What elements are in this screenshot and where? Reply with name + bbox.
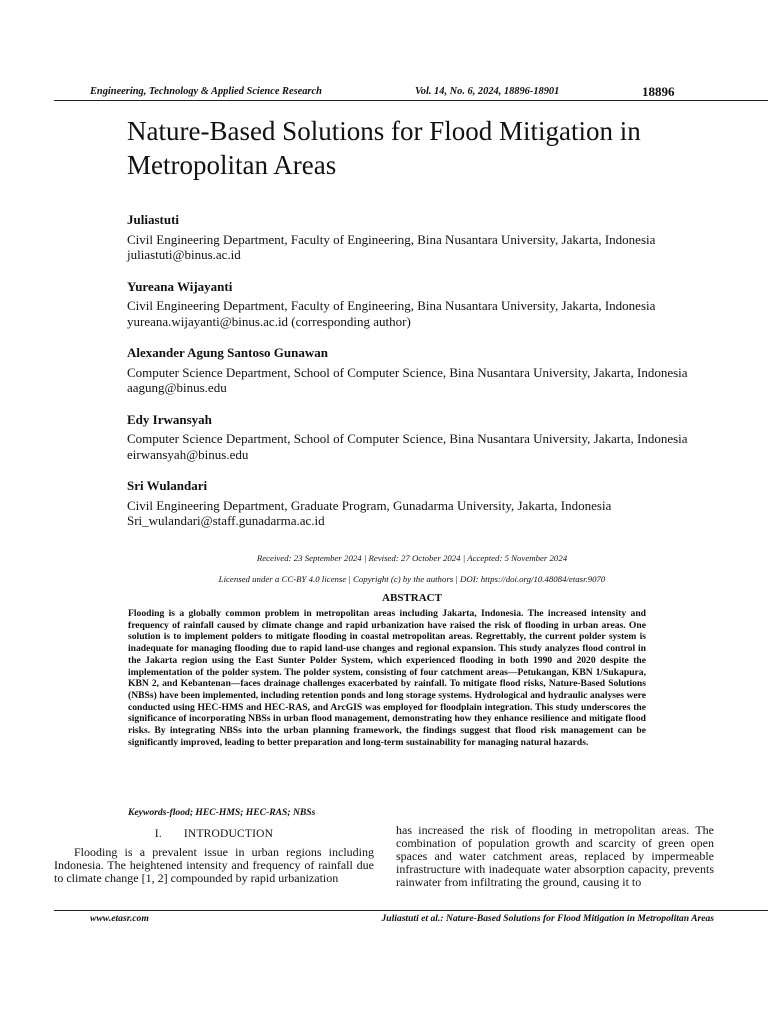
author-name: Juliastuti xyxy=(127,212,180,227)
author-email: Sri_wulandari@staff.gunadarma.ac.id xyxy=(127,513,325,528)
author-affiliation: Computer Science Department, School of Computer Science, Bina Nusantara University, Jakarta, Indonesia xyxy=(127,364,688,380)
author-affiliation: Computer Science Department, School of Computer Science, Bina Nusantara University, Jakarta, Indonesia xyxy=(127,431,688,446)
volume-info: Vol. 14, No. 6, 2024, 18896-18901 xyxy=(415,86,560,97)
author-block xyxy=(127,279,713,330)
footer-rule xyxy=(54,910,768,911)
page-footer xyxy=(90,913,714,927)
author-block xyxy=(127,345,713,396)
author-email: aagung@binus.edu xyxy=(127,380,227,395)
author-name: Edy Irwansyah xyxy=(127,411,212,427)
author-name: Yureana Wijayanti xyxy=(127,278,233,294)
received-dates: Received: 23 September 2024 | Revised: 27 October 2024 | Accepted: 5 November 2024 xyxy=(256,553,568,563)
section-heading xyxy=(54,828,374,840)
right-column xyxy=(396,824,714,889)
section-number: I. xyxy=(154,828,162,840)
page-number: 18896 xyxy=(642,84,675,99)
author-email: eirwansyah@binus.edu xyxy=(127,446,249,462)
journal-website: www.etasr.com xyxy=(90,913,149,924)
keywords: Keywords-flood; HEC-HMS; HEC-RAS; NBSs xyxy=(128,807,316,818)
header-rule xyxy=(54,100,768,101)
running-head xyxy=(90,84,768,100)
author-list xyxy=(127,212,713,545)
running-citation: Juliastuti et al.: Nature-Based Solutions for Flood Mitigation in Metropolitan Areas xyxy=(381,913,714,924)
section-title: INTRODUCTION xyxy=(183,828,274,840)
author-block xyxy=(127,212,713,263)
author-affiliation: Civil Engineering Department, Faculty of Engineering, Bina Nusantara University, Jakarta, Indonesia xyxy=(127,231,656,247)
author-email: yureana.wijayanti@binus.ac.id (corresponding author) xyxy=(127,313,411,329)
author-affiliation: Civil Engineering Department, Faculty of Engineering, Bina Nusantara University, Jakarta, Indonesia xyxy=(127,298,656,313)
body-paragraph: Flooding is a prevalent issue in urban regions including Indonesia. The heightened intensity and frequency of rainfall due to climate change [1, 2] compounded by rapid urbanization xyxy=(54,845,374,885)
author-affiliation: Civil Engineering Department, Graduate Program, Gunadarma University, Jakarta, Indonesia xyxy=(127,497,612,513)
abstract-heading: ABSTRACT xyxy=(382,592,442,604)
paper-title: Nature-Based Solutions for Flood Mitigation in Metropolitan Areas xyxy=(127,116,641,180)
journal-name: Engineering, Technology & Applied Science Research xyxy=(90,86,322,97)
abstract-text: Flooding is a globally common problem in metropolitan areas including Jakarta, Indonesia. The increased intensity and frequency of rainfall caused by climate change and rapid urbanization have raised the risk of flooding in urban areas. One solution is to implement polders to mitigate flooding in coastal metropolitan areas. Regrettably, the current polder system is inadequate for managing flooding due to rapid land-use changes and regional expansion. This study analyzes flood control in the Jakarta region using the East Sunter Polder System, which experienced flooding in both 1990 and 2020 despite the implementation of the polder system. The polder system, consisting of four catchment areas—Petukangan, KBN 1/Sukapura, KBN 2, and Kebantenan—faces drainage challenges exacerbated by rainfall. To mitigate flood risks, Nature-Based Solutions (NBSs) have been implemented, including retention ponds and long storage systems. Hydrological and hydraulic analyses were conducted using HEC-HMS and HEC-RAS, and ArcGIS was employed for floodplain integration. This study underscores the significance of incorporating NBSs in urban flood management, demonstrating how they enhance resilience and mitigate flood risks. By integrating NBSs into the urban planning framework, the findings suggest that flood risk management can be significantly improved, leading to better preparation and long-term sustainability for managing natural hazards. xyxy=(128,608,646,748)
author-name: Sri Wulandari xyxy=(127,478,208,493)
left-column xyxy=(54,828,374,885)
author-block xyxy=(127,478,713,529)
author-name: Alexander Agung Santoso Gunawan xyxy=(127,345,328,360)
author-block xyxy=(127,412,713,463)
license-line: Licensed under a CC-BY 4.0 license | Copyright (c) by the authors | DOI: https://doi.org/10.48084/etasr.9070 xyxy=(218,574,606,584)
body-paragraph: has increased the risk of flooding in metropolitan areas. The combination of population growth and scarcity of green open spaces and water catchment areas, replaced by impermeable infrastructure with inadequate water absorption capacity, prevents rainwater from infiltrating the ground, causing it to xyxy=(396,823,714,889)
author-email: juliastuti@binus.ac.id xyxy=(127,247,241,262)
